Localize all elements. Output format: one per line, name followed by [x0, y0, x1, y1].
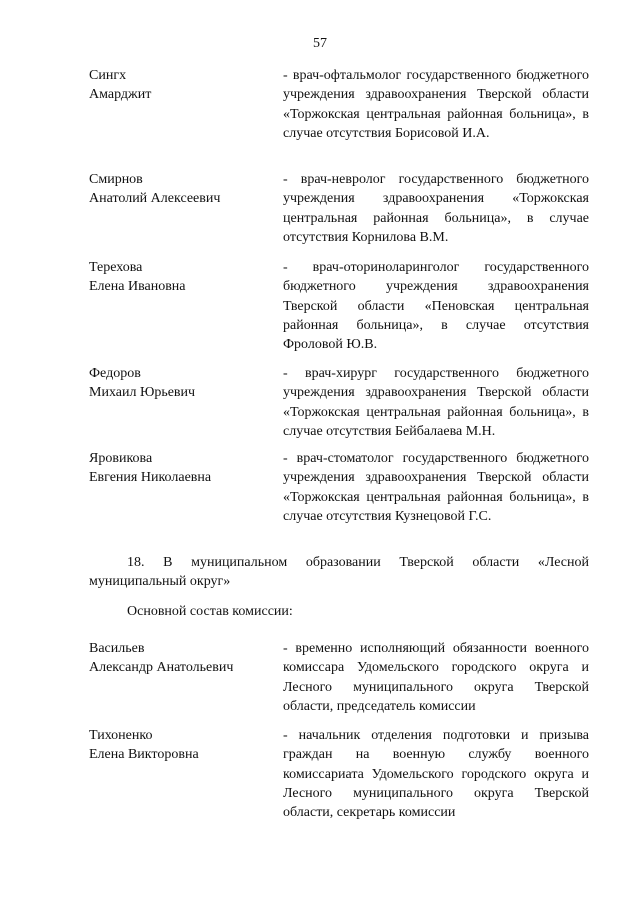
member-surname: Сингх	[89, 68, 127, 83]
member-given-name: Александр Анатольевич	[89, 660, 234, 675]
member-role: - временно исполняющий обязанности военного комиссара Удомельского городского округа и Лесного муниципального округа Тверской области, председатель комиссии	[283, 641, 589, 714]
member-surname: Тихоненко	[89, 728, 153, 743]
member-surname: Васильев	[89, 641, 145, 656]
composition-label: Основной состав комиссии:	[127, 604, 293, 619]
member-role: - врач-оториноларинголог государственного бюджетного учреждения здравоохранения Тверской области «Пеновская центральная районная больница», в случае отсутствия Фроловой Ю.В.	[283, 260, 589, 353]
member-given-name: Евгения Николаевна	[89, 470, 212, 485]
member-surname: Смирнов	[89, 172, 143, 187]
member-given-name: Елена Викторовна	[89, 747, 199, 762]
member-given-name: Анатолий Алексеевич	[89, 191, 221, 206]
section-heading: 18. В муниципальном образовании Тверской области «Лесной муниципальный округ»	[89, 555, 589, 589]
member-given-name: Елена Ивановна	[89, 279, 186, 294]
member-role: - врач-невролог государственного бюджетного учреждения здравоохранения «Торжокская центральная районная больница», в случае отсутствия Корнилова В.М.	[283, 172, 589, 245]
member-surname: Яровикова	[89, 451, 153, 466]
member-given-name: Амарджит	[89, 87, 152, 102]
member-name	[89, 66, 269, 104]
member-role: - врач-стоматолог государственного бюджетного учреждения здравоохранения Тверской области «Торжокская центральная районная больница», в случае отсутствия Кузнецовой Г.С.	[283, 451, 589, 524]
member-surname: Федоров	[89, 366, 141, 381]
member-given-name: Михаил Юрьевич	[89, 385, 196, 400]
member-role: - врач-офтальмолог государственного бюджетного учреждения здравоохранения Тверской области «Торжокская центральная районная больница», в случае отсутствия Борисовой И.А.	[283, 68, 589, 141]
member-name	[89, 639, 269, 677]
member-surname: Терехова	[89, 260, 143, 275]
member-name	[89, 258, 269, 296]
member-name	[89, 364, 269, 402]
member-name	[89, 170, 269, 208]
member-name	[89, 449, 269, 487]
member-role: - начальник отделения подготовки и призыва граждан на военную службу военного комиссариата Удомельского городского округа и Лесного муниципального округа Тверской области, секретарь комиссии	[283, 728, 589, 821]
member-role: - врач-хирург государственного бюджетного учреждения здравоохранения Тверской области «Торжокская центральная районная больница», в случае отсутствия Бейбалаева М.Н.	[283, 366, 589, 439]
page-number: 57	[313, 36, 327, 51]
member-name	[89, 726, 269, 764]
